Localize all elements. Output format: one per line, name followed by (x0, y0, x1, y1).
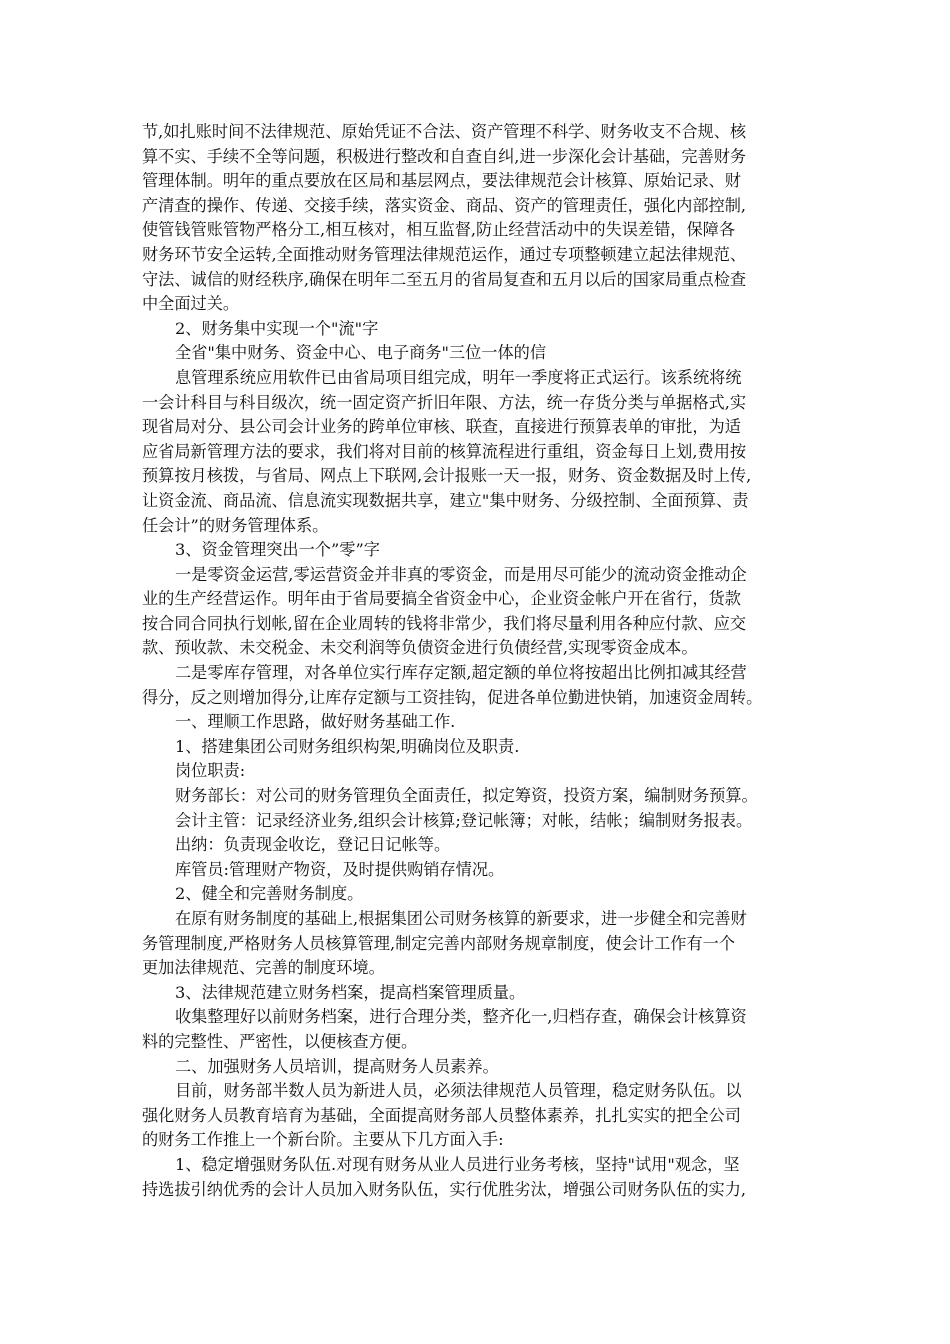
text-line: 使管钱管账管物严格分工,相互核对，相互监督,防止经营活动中的失误差错，保障各 (142, 220, 736, 240)
text-line: 财务环节安全运转,全面推动财务管理法律规范运作，通过专项整顿建立起法律规范、 (142, 244, 747, 264)
text-line: 务管理制度,严格财务人员核算管理,制定完善内部财务规章制度，使会计工作有一个 (142, 933, 736, 953)
text-line: 一会计科目与科目级次，统一固定资产折旧年限、方法，统一存货分类与单据格式,实 (142, 392, 747, 412)
text-line: 收集整理好以前财务档案，进行合理分类，整齐化一,归档存查，确保会计核算资 (175, 1007, 747, 1027)
document-body (142, 120, 812, 1202)
text-line: 更加法律规范、完善的制度环境。 (142, 958, 385, 978)
text-line: 料的完整性、严密性，以便核查方便。 (142, 1031, 418, 1051)
text-line: 会计主管：记录经济业务,组织会计核算;登记帐簿；对帐，结帐；编制财务报表。 (175, 810, 753, 830)
text-line: 出纳：负责现金收讫，登记日记帐等。 (175, 835, 451, 855)
text-line: 岗位职责: (175, 761, 246, 781)
text-line: 2、健全和完善财务制度。 (175, 884, 364, 904)
text-line: 的财务工作推上一个新台阶。主要从下几方面入手: (142, 1130, 504, 1150)
text-line: 息管理系统应用软件已由省局项目组完成，明年一季度将正式运行。该系统将统 (175, 367, 742, 387)
text-line: 1、搭建集团公司财务组织构架,明确岗位及职责. (175, 736, 520, 756)
text-line: 产清查的操作、传递、交接手续，落实资金、商品、资产的管理责任，强化内部控制, (142, 195, 747, 215)
text-line: 中全面过关。 (142, 294, 240, 314)
text-line: 3、法律规范建立财务档案，提高档案管理质量。 (175, 982, 526, 1002)
text-line: 3、资金管理突出一个”零”字 (175, 540, 380, 560)
text-line: 全省"集中财务、资金中心、电子商务"三位一体的信 (175, 343, 547, 363)
text-line: 预算按月核拨，与省局、网点上下联网,会计报账一天一报，财务、资金数据及时上传, (142, 466, 752, 486)
text-line: 守法、诚信的财经秩序,确保在明年二至五月的省局复查和五月以后的国家局重点检查 (142, 269, 747, 289)
text-line: 按合同合同执行划帐,留在企业周转的钱将非常少，我们将尽量利用各种应付款、应交 (142, 613, 747, 633)
text-line: 应省局新管理方法的要求，我们将对目前的核算流程进行重组，资金每日上划,费用按 (142, 441, 747, 461)
text-line: 财务部长：对公司的财务管理负全面责任，拟定筹资，投资方案，编制财务预算。 (175, 786, 758, 806)
text-line: 2、财务集中实现一个"流"字 (175, 318, 379, 338)
text-line: 一、理顺工作思路，做好财务基础工作. (175, 712, 456, 732)
text-line: 让资金流、商品流、信息流实现数据共享，建立"集中财务、分级控制、全面预算、责 (142, 490, 749, 510)
text-line: 一是零资金运营,零运营资金并非真的零资金，而是用尽可能少的流动资金推动企 (175, 564, 747, 584)
text-line: 得分，反之则增加得分,让库存定额与工资挂钩，促进各单位勤进快销，加速资金周转。 (142, 687, 763, 707)
text-line: 二是零库存管理，对各单位实行库存定额,超定额的单位将按超出比例扣减其经营 (175, 663, 747, 683)
text-line: 任会计”的财务管理体系。 (142, 515, 329, 535)
text-line: 款、预收款、未交税金、未交利润等负债资金进行负债经营,实现零资金成本。 (142, 638, 698, 658)
text-line: 管理体制。明年的重点要放在区局和基层网点，要法律规范会计核算、原始记录、财 (142, 171, 741, 191)
text-line: 现省局对分、县公司会计业务的跨单位审核、联查，直接进行预算表单的审批，为适 (142, 417, 741, 437)
text-line: 持选拔引纳优秀的会计人员加入财务队伍，实行优胜劣汰，增强公司财务队伍的实力, (142, 1179, 747, 1199)
text-line: 二、加强财务人员培训，提高财务人员素养。 (175, 1056, 499, 1076)
text-line: 业的生产经营运作。明年由于省局要搞全省资金中心，企业资金帐户开在省行，货款 (142, 589, 741, 609)
text-line: 节,如扎账时间不法律规范、原始凭证不合法、资产管理不科学、财务收支不合规、核 (142, 122, 747, 141)
text-line: 目前，财务部半数人员为新进人员，必须法律规范人员管理，稳定财务队伍。以 (175, 1081, 742, 1101)
text-line: 在原有财务制度的基础上,根据集团公司财务核算的新要求，进一步健全和完善财 (175, 909, 747, 928)
text-line: 算不实、手续不全等问题，积极进行整改和自查自纠,进一步深化会计基础，完善财务 (142, 146, 747, 166)
text-line: 库管员:管理财产物资，及时提供购销存情况。 (175, 859, 505, 879)
text-line: 1、稳定增强财务队伍.对现有财务从业人员进行业务考核，坚持"试用"观念，坚 (175, 1154, 740, 1174)
text-line: 强化财务人员教育培育为基础，全面提高财务部人员整体素养，扎扎实实的把全公司 (142, 1105, 741, 1125)
